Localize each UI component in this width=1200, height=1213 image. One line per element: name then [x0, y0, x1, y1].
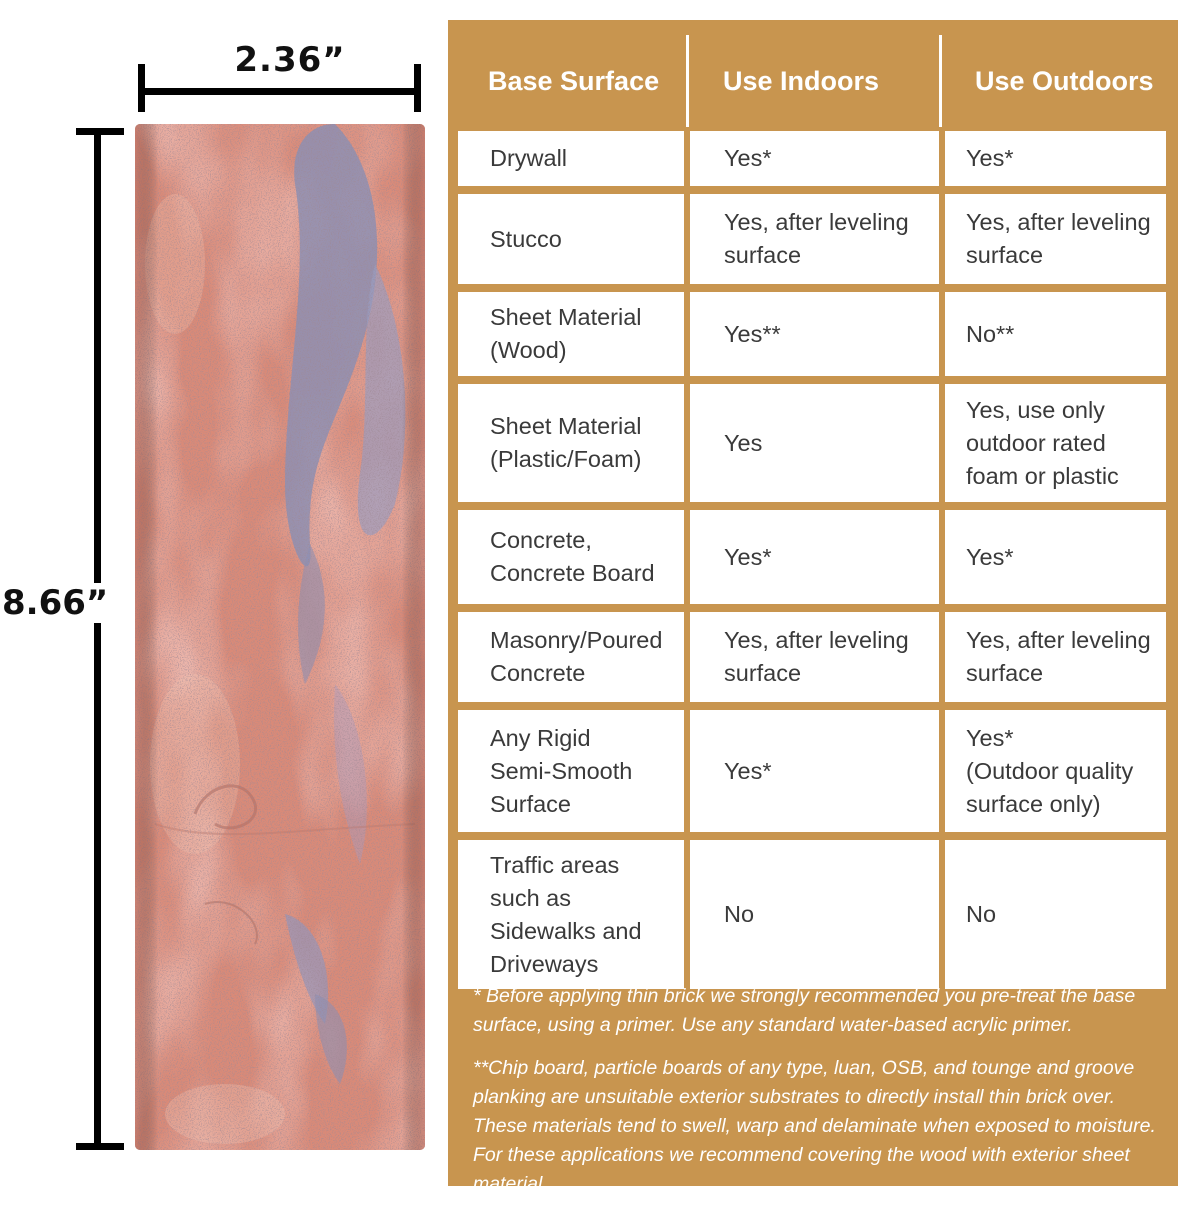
width-dimension-cap-right	[414, 64, 421, 112]
substrate-footnote: **Chip board, particle boards of any type, luan, OSB, and tounge and groove planking are unsuitable exterior substrates to directly install thin brick over. These materials tend to swell, warp and delaminate when exposed to moisture. For these applications we recommend covering the wood with exterior sheet material.	[473, 1057, 1156, 1195]
primer-footnote: * Before applying thin brick we strongly recommended you pre-treat the base surface, using a primer. Use any standard water-based acrylic primer.	[473, 985, 1136, 1036]
width-dimension-line	[141, 88, 419, 95]
table-row	[458, 710, 1166, 832]
cell-base-surface: Sheet Material (Plastic/Foam)	[458, 384, 684, 502]
table-row	[458, 840, 1166, 989]
cell-base-surface: Any Rigid Semi-Smooth Surface	[458, 710, 684, 832]
height-dimension-line	[94, 132, 101, 1148]
table-row	[458, 131, 1166, 186]
cell-use-outdoors: No**	[945, 292, 1166, 376]
cell-use-outdoors: No	[945, 840, 1166, 989]
height-dimension-cap-top	[76, 128, 124, 135]
width-dimension-label: 2.36”	[234, 40, 346, 80]
cell-use-indoors: No	[690, 840, 939, 989]
table-row	[458, 194, 1166, 284]
header-use-outdoors: Use Outdoors	[975, 66, 1154, 96]
footnotes	[473, 982, 1163, 1213]
table-row	[458, 384, 1166, 502]
header-divider	[686, 35, 689, 127]
cell-use-indoors: Yes*	[690, 510, 939, 604]
table-row	[458, 612, 1166, 702]
cell-base-surface: Drywall	[458, 131, 684, 186]
header-divider	[939, 35, 942, 127]
thin-brick-image	[135, 124, 425, 1150]
height-dimension-cap-bottom	[76, 1143, 124, 1150]
cell-use-outdoors: Yes, after leveling surface	[945, 194, 1166, 284]
cell-base-surface: Stucco	[458, 194, 684, 284]
cell-use-indoors: Yes	[690, 384, 939, 502]
header-use-indoors: Use Indoors	[723, 66, 880, 96]
cell-use-outdoors: Yes* (Outdoor quality surface only)	[945, 710, 1166, 832]
cell-base-surface: Sheet Material (Wood)	[458, 292, 684, 376]
table-header-row	[448, 35, 1178, 127]
cell-use-outdoors: Yes, after leveling surface	[945, 612, 1166, 702]
header-base-surface: Base Surface	[488, 66, 660, 96]
cell-base-surface: Traffic areas such as Sidewalks and Driveways	[458, 840, 684, 989]
cell-use-outdoors: Yes*	[945, 510, 1166, 604]
cell-use-indoors: Yes*	[690, 710, 939, 832]
height-dimension-label: 8.66”	[2, 583, 109, 623]
cell-use-outdoors: Yes, use only outdoor rated foam or plastic	[945, 384, 1166, 502]
table-row	[458, 292, 1166, 376]
cell-use-outdoors: Yes*	[945, 131, 1166, 186]
cell-use-indoors: Yes*	[690, 131, 939, 186]
cell-base-surface: Concrete, Concrete Board	[458, 510, 684, 604]
cell-use-indoors: Yes, after leveling surface	[690, 194, 939, 284]
cell-use-indoors: Yes**	[690, 292, 939, 376]
cell-base-surface: Masonry/Poured Concrete	[458, 612, 684, 702]
surface-suitability-panel	[448, 20, 1178, 1195]
table-row	[458, 510, 1166, 604]
width-dimension-cap-left	[138, 64, 145, 112]
cell-use-indoors: Yes, after leveling surface	[690, 612, 939, 702]
